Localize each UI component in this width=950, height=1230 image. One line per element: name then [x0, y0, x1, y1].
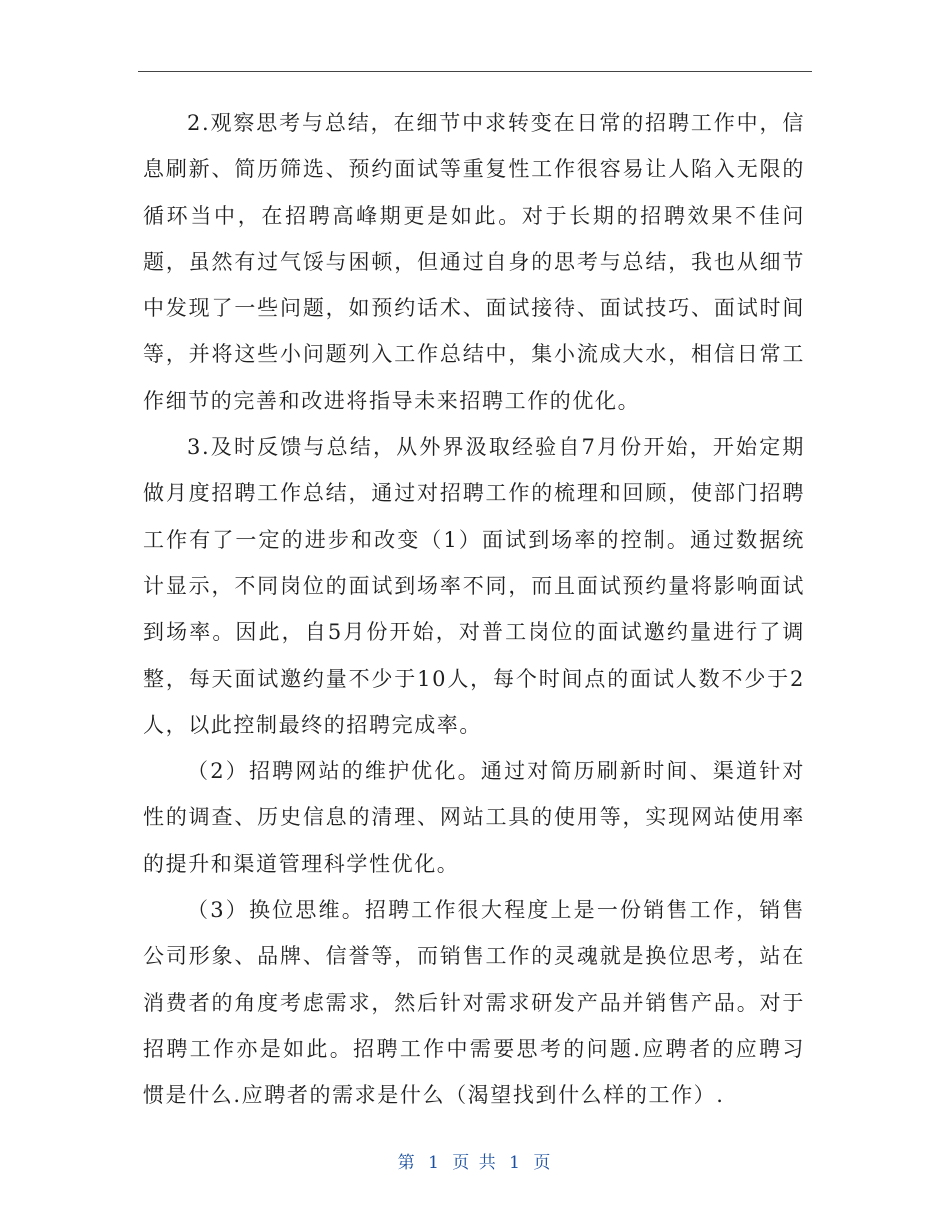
document-body	[143, 100, 805, 1119]
header-rule	[138, 71, 812, 72]
page-footer	[0, 1148, 950, 1173]
paragraph-feedback-summary: 3.及时反馈与总结，从外界汲取经验自7月份开始，开始定期做月度招聘工作总结，通过对招聘工作的梳理和回顾，使部门招聘工作有了一定的进步和改变（1）面试到场率的控制。通过数据统计显示，不同岗位的面试到场率不同，而且面试预约量将影响面试到场率。因此，自5月份开始，对普工岗位的面试邀约量进行了调整，每天面试邀约量不少于10人，每个时间点的面试人数不少于2人，以此控制最终的招聘完成率。	[143, 435, 805, 737]
paragraph-empathy-thinking: （3）换位思维。招聘工作很大程度上是一份销售工作，销售公司形象、品牌、信誉等，而销售工作的灵魂就是换位思考，站在消费者的角度考虑需求，然后针对需求研发产品并销售产品。对于招聘工作亦是如此。招聘工作中需要思考的问题.应聘者的应聘习惯是什么.应聘者的需求是什么（渴望找到什么样的工作）.	[143, 898, 805, 1108]
paragraph-observe-summarize: 2.观察思考与总结，在细节中求转变在日常的招聘工作中，信息刷新、简历筛选、预约面试等重复性工作很容易让人陷入无限的循环当中，在招聘高峰期更是如此。对于长期的招聘效果不佳问题，虽然有过气馁与困顿，但通过自身的思考与总结，我也从细节中发现了一些问题，如预约话术、面试接待、面试技巧、面试时间等，并将这些小问题列入工作总结中，集小流成大水，相信日常工作细节的完善和改进将指导未来招聘工作的优化。	[143, 111, 805, 413]
footer-current-page: 1	[428, 1153, 441, 1173]
footer-label-page: 第	[397, 1153, 417, 1173]
footer-label-end: 页	[533, 1153, 553, 1173]
paragraph-website-optimization: （2）招聘网站的维护优化。通过对简历刷新时间、渠道针对性的调查、历史信息的清理、网站工具的使用等，实现网站使用率的提升和渠道管理科学性优化。	[143, 759, 805, 876]
footer-label-of: 页 共	[452, 1153, 498, 1173]
footer-total-pages: 1	[509, 1153, 522, 1173]
